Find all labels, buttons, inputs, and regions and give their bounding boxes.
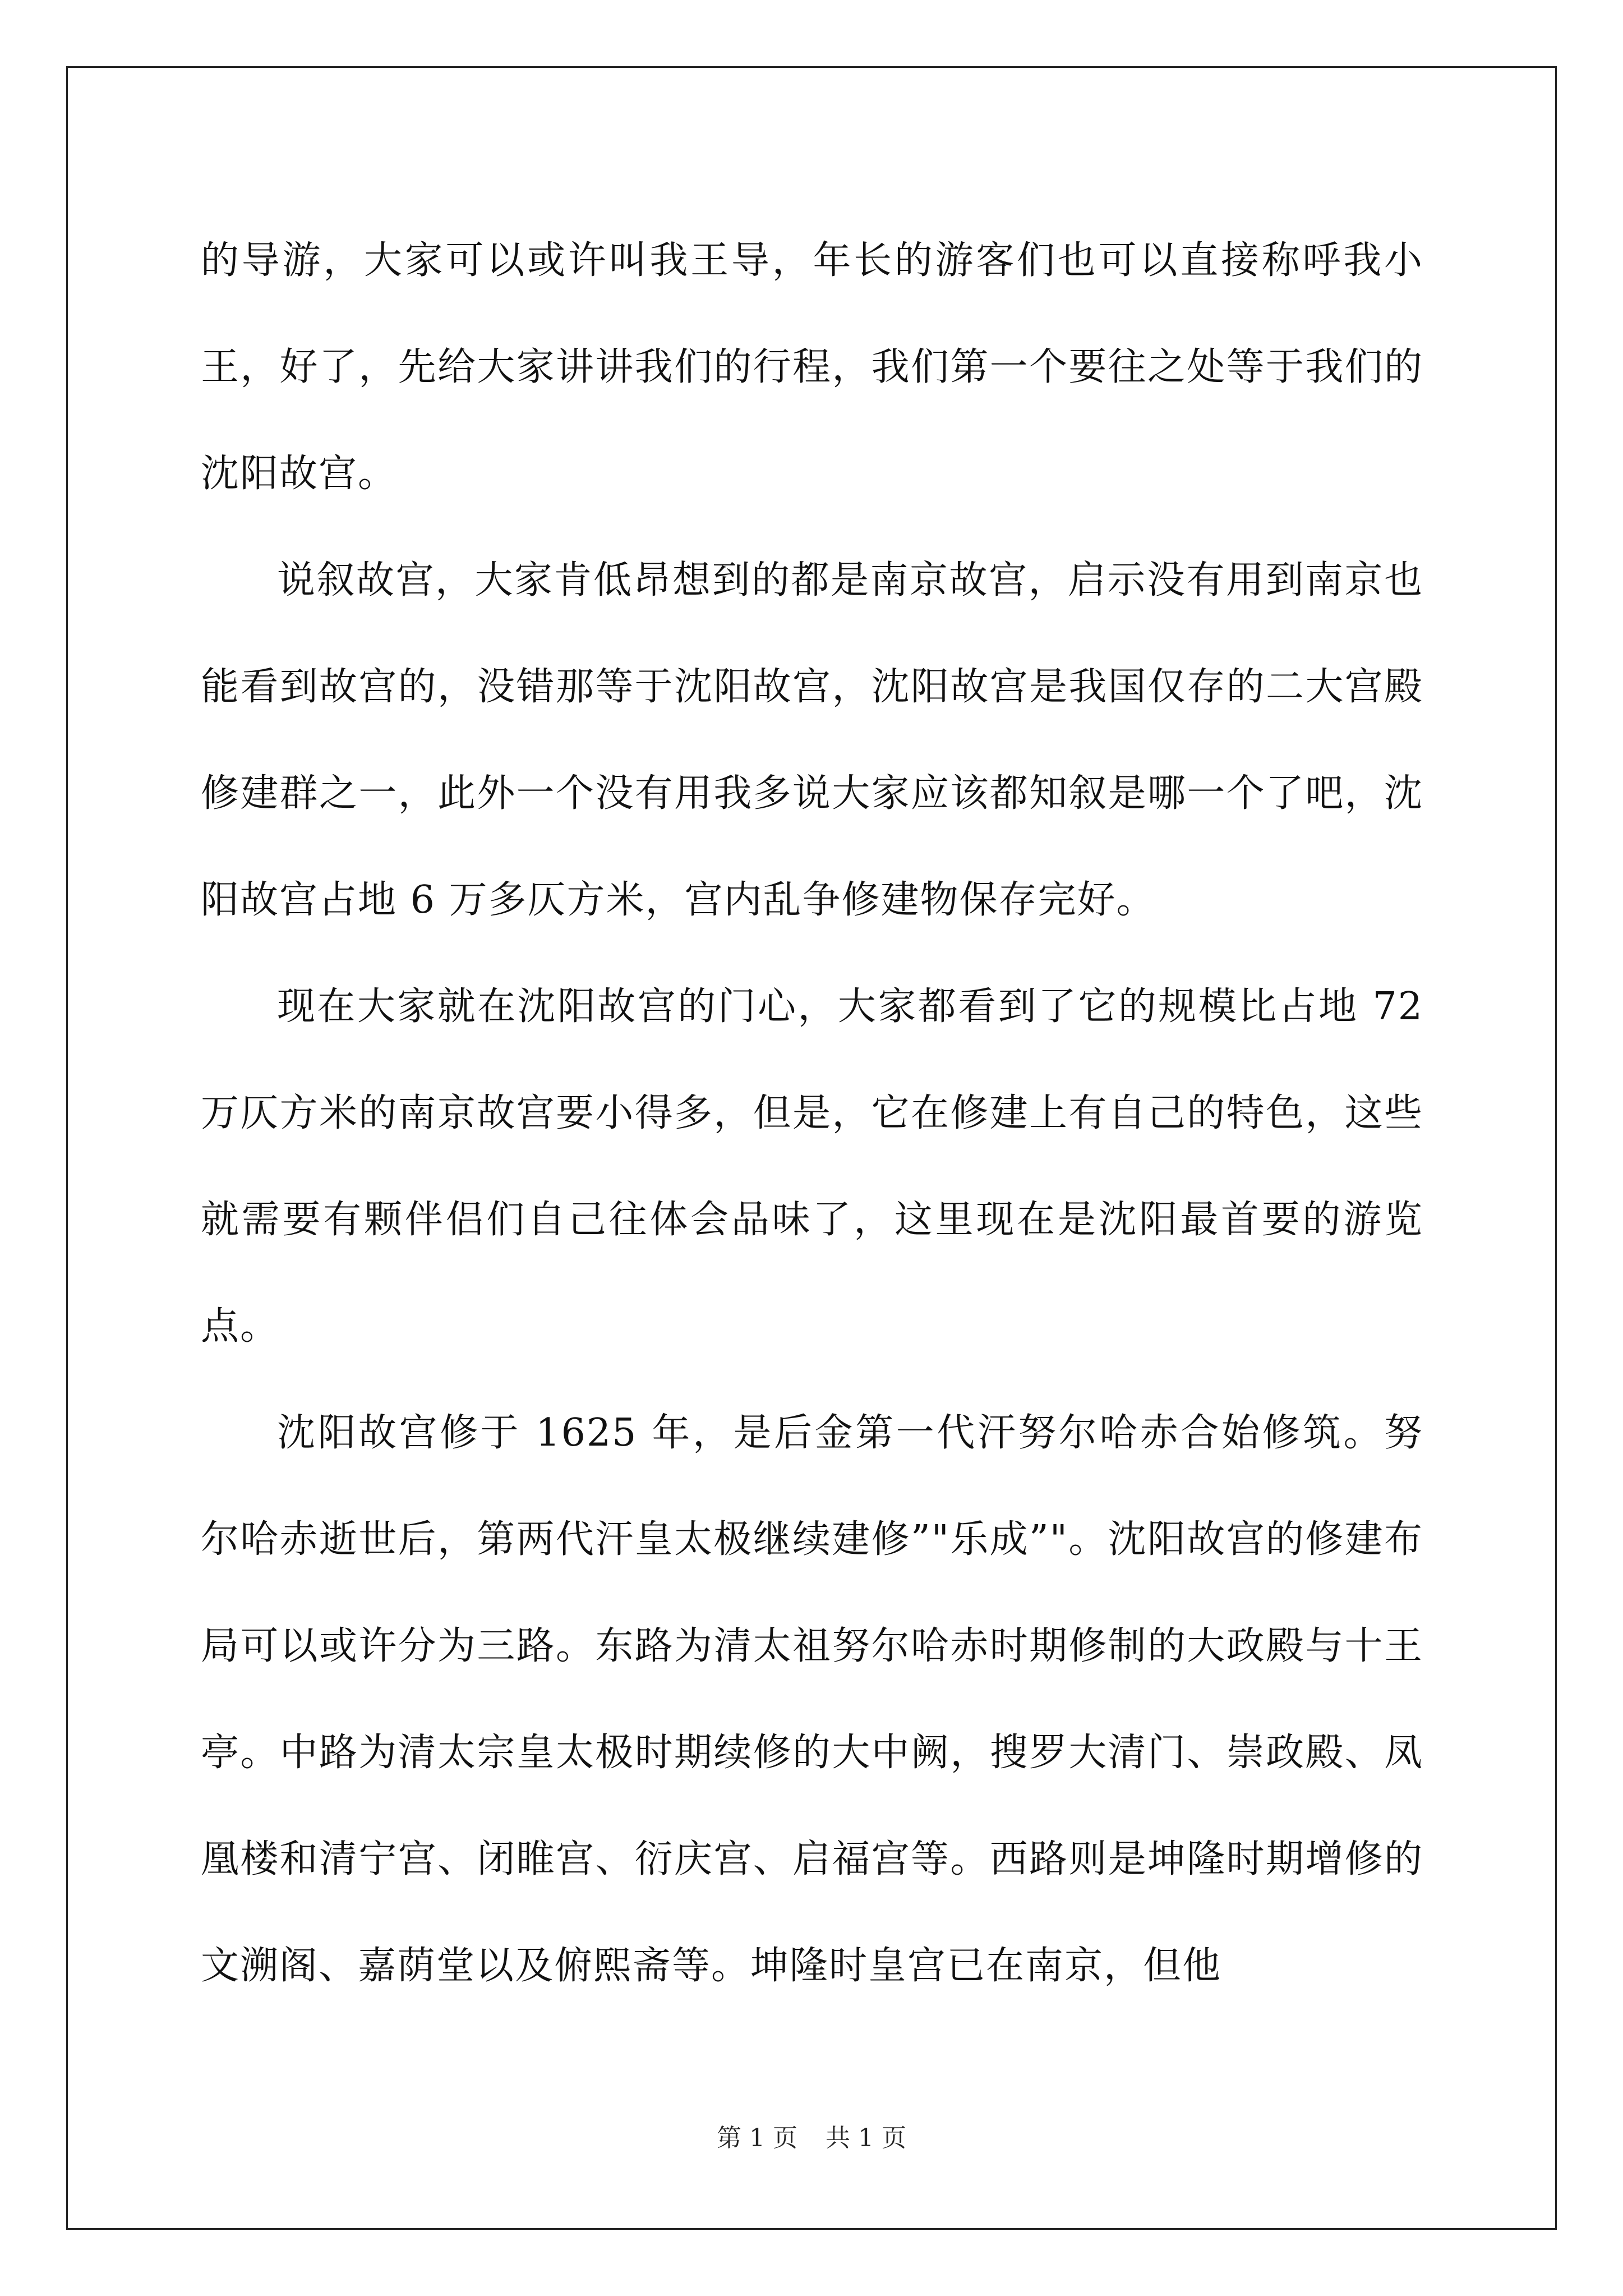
paragraph-2: 说叙故宫，大家肯低昂想到的都是南京故宫，启示没有用到南京也能看到故宫的，没错那等于沈阳故宫，沈阳故宫是我国仅存的二大宫殿修建群之一，此外一个没有用我多说大家应该都知叙是哪一个了吧，沈阳故宫占地 6 万多仄方米，宫内乱争修建物保存完好。 [201, 558, 1423, 922]
document-body [201, 208, 1423, 2019]
paragraph-4: 沈阳故宫修于 1625 年，是后金第一代汗努尔哈赤合始修筑。努尔哈赤逝世后，第两代汗皇太极继续建修”"乐成”"。沈阳故宫的修建布局可以或许分为三路。东路为清太祖努尔哈赤时期修制的大政殿与十王亭。中路为清太宗皇太极时期续修的大中阙，搜罗大清门、崇政殿、凤凰楼和清宁宫、闭睢宫、衍庆宫、启福宫等。西路则是坤隆时期增修的文溯阁、嘉荫堂以及俯熙斋等。坤隆时皇宫已在南京，但他 [201, 1411, 1423, 1988]
paragraph-1: 的导游，大家可以或许叫我王导，年长的游客们也可以直接称呼我小王，好了，先给大家讲讲我们的行程，我们第一个要往之处等于我们的沈阳故宫。 [201, 238, 1423, 496]
page-number: 第 1 页 [717, 2124, 797, 2152]
paragraph-3: 现在大家就在沈阳故宫的门心，大家都看到了它的规模比占地 72 万仄方米的南京故宫要小得多，但是，它在修建上有自己的特色，这些就需要有颗伴侣们自己往体会品味了，这里现在是沈阳最首要的游览点。 [201, 984, 1423, 1349]
page-footer [0, 2122, 1623, 2155]
page-total: 共 1 页 [826, 2124, 906, 2152]
